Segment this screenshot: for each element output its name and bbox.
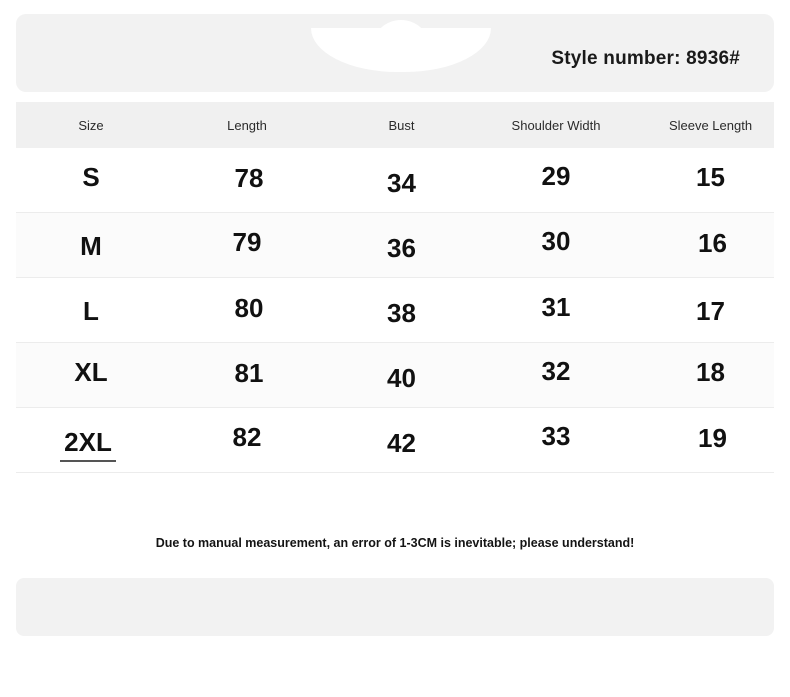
cell-shoulder-width xyxy=(475,213,637,278)
column-header-shoulder-width: Shoulder Width xyxy=(475,102,637,148)
style-number-label: Style number: 8936# xyxy=(551,48,740,69)
cell-size xyxy=(16,148,166,213)
cell-size-text: L xyxy=(83,295,99,326)
cell-size xyxy=(16,278,166,343)
cell-size-text: M xyxy=(80,230,102,261)
cell-bust-text: 36 xyxy=(387,232,416,263)
cell-length-text: 82 xyxy=(232,421,262,452)
cell-sleeve-length xyxy=(637,148,774,213)
cell-sleeve-length-text: 16 xyxy=(698,227,727,258)
cell-bust xyxy=(328,148,475,213)
cell-size-text: 2XL xyxy=(60,427,116,462)
table-header-row xyxy=(16,102,774,148)
column-header-sleeve-length: Sleeve Length xyxy=(637,102,774,148)
measurement-disclaimer: Due to manual measurement, an error of 1-3CM is inevitable; please understand! xyxy=(155,536,635,550)
table-header xyxy=(16,102,774,148)
size-chart-table-wrap xyxy=(16,102,774,564)
cell-sleeve-length xyxy=(637,408,774,473)
cell-sleeve-length xyxy=(637,213,774,278)
cell-shoulder-width-text: 30 xyxy=(541,225,571,256)
hang-tag-card xyxy=(16,14,774,92)
cell-sleeve-length xyxy=(637,278,774,343)
cell-length xyxy=(166,343,328,408)
cell-sleeve-length-text: 15 xyxy=(696,161,725,192)
cell-length xyxy=(166,213,328,278)
table-row xyxy=(16,408,774,473)
table-row xyxy=(16,213,774,278)
cell-length-text: 81 xyxy=(234,357,264,388)
hang-tag-hole-notch xyxy=(373,20,429,46)
cell-shoulder-width-text: 32 xyxy=(541,355,571,386)
cell-shoulder-width xyxy=(475,408,637,473)
cell-sleeve-length xyxy=(637,343,774,408)
cell-length xyxy=(166,148,328,213)
cell-length xyxy=(166,408,328,473)
column-header-bust: Bust xyxy=(328,102,475,148)
cell-shoulder-width xyxy=(475,343,637,408)
cell-sleeve-length-text: 18 xyxy=(696,356,725,387)
size-chart-table xyxy=(16,102,774,473)
cell-size-text: XL xyxy=(74,356,108,387)
cell-sleeve-length-text: 17 xyxy=(696,295,725,326)
cell-bust xyxy=(328,278,475,343)
cell-shoulder-width xyxy=(475,278,637,343)
cell-shoulder-width-text: 29 xyxy=(541,160,571,191)
cell-length-text: 79 xyxy=(232,226,262,257)
cell-bust-text: 42 xyxy=(387,427,416,458)
cell-size-text: S xyxy=(82,161,100,192)
cell-bust xyxy=(328,343,475,408)
cell-bust xyxy=(328,213,475,278)
cell-size xyxy=(16,213,166,278)
table-row xyxy=(16,278,774,343)
cell-shoulder-width xyxy=(475,148,637,213)
table-body xyxy=(16,148,774,473)
cell-sleeve-length-text: 19 xyxy=(698,422,727,453)
cell-shoulder-width-text: 31 xyxy=(541,291,571,322)
table-row xyxy=(16,148,774,213)
cell-length-text: 78 xyxy=(234,162,264,193)
bottom-card xyxy=(16,578,774,636)
cell-size xyxy=(16,408,166,473)
column-header-length: Length xyxy=(166,102,328,148)
cell-bust-text: 40 xyxy=(387,362,416,393)
cell-bust-text: 38 xyxy=(387,297,416,328)
cell-bust xyxy=(328,408,475,473)
column-header-size: Size xyxy=(16,102,166,148)
cell-length-text: 80 xyxy=(234,292,264,323)
cell-bust-text: 34 xyxy=(387,167,416,198)
cell-shoulder-width-text: 33 xyxy=(541,420,571,451)
cell-size xyxy=(16,343,166,408)
table-row xyxy=(16,343,774,408)
cell-length xyxy=(166,278,328,343)
